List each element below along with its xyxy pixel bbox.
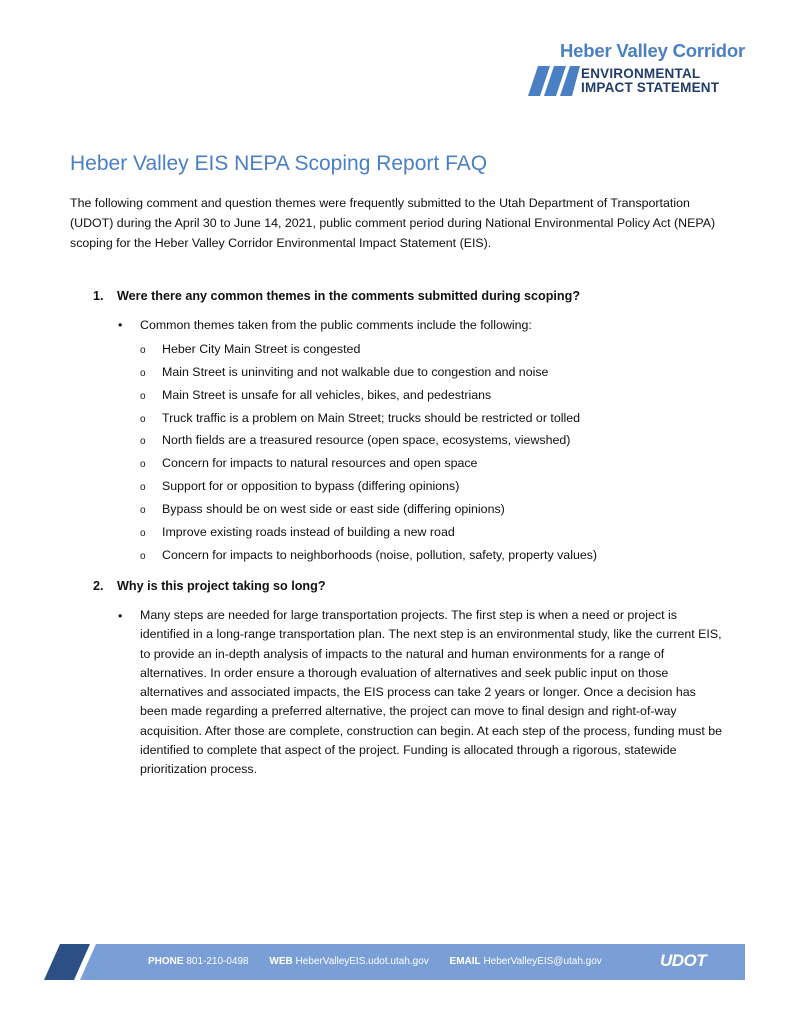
circle-bullet-icon: o	[140, 390, 146, 402]
footer-phone-label: PHONE	[148, 956, 184, 967]
circle-bullet-icon: o	[140, 482, 146, 494]
bullet-icon: •	[118, 318, 123, 332]
list-item: o North fields are a treasured resource (open space, ecosystems, viewshed)	[140, 433, 571, 448]
footer-bar	[0, 944, 791, 980]
question-2-answer: Many steps are needed for large transportation projects. The first step is when a need or project is identified in a long-range transportation plan. The next step is an environmental study, like the current EIS, to provide an in-depth analysis of impacts to the natural and human environments for a range of alternatives. In order ensure a thorough evaluation of alternatives and seek public input on those alternatives and associated impacts, the EIS process can take 2 years or longer. Once a decision has been made regarding a preferred alternative, the project can move to final design and right-of-way acquisition. After those are complete, construction can begin. At each step of the process, funding must be identified to complete that aspect of the project. Funding is allocated through a rigorous, statewide prioritization process.	[140, 608, 723, 777]
logo-line-environmental: ENVIRONMENTAL	[581, 66, 701, 81]
circle-bullet-icon: o	[140, 436, 146, 448]
circle-bullet-icon: o	[140, 367, 146, 379]
circle-bullet-icon: o	[140, 550, 146, 562]
list-item: o Concern for impacts to neighborhoods (noise, pollution, safety, property values)	[140, 547, 598, 562]
list-item: o Support for or opposition to bypass (differing opinions)	[140, 479, 460, 494]
circle-bullet-icon: o	[140, 504, 146, 516]
question-1	[93, 289, 580, 303]
circle-bullet-icon: o	[140, 527, 146, 539]
list-item: o Heber City Main Street is congested	[140, 342, 361, 356]
intro-paragraph: The following comment and question themes were frequently submitted to the Utah Department of Transportation (UDOT) during the April 30 to June 14, 2021, public comment period during National Environmental Policy Act (NEPA) scoping for the Heber Valley Corridor Environmental Impact Statement (EIS).	[70, 196, 716, 251]
question-1-text: Were there any common themes in the comments submitted during scoping?	[117, 289, 581, 303]
heber-valley-logo	[525, 40, 745, 100]
question-2-text: Why is this project taking so long?	[117, 579, 326, 593]
footer-email-label: EMAIL	[449, 956, 481, 967]
bullet-icon: •	[118, 609, 123, 623]
question-1-number: 1.	[93, 289, 104, 303]
circle-bullet-icon: o	[140, 459, 146, 471]
list-item: o Concern for impacts to natural resources and open space	[140, 456, 478, 471]
list-item: o Main Street is uninviting and not walkable due to congestion and noise	[140, 364, 549, 379]
footer-phone: 801-210-0498	[186, 956, 249, 967]
list-item: o Truck traffic is a problem on Main Street; trucks should be restricted or tolled	[140, 410, 581, 425]
footer-contact	[148, 956, 602, 967]
list-item: o Main Street is unsafe for all vehicles, bikes, and pedestrians	[140, 387, 492, 402]
footer-web-label: WEB	[269, 956, 293, 967]
circle-bullet-icon: o	[140, 413, 146, 425]
question-1-answer: Common themes taken from the public comments include the following:	[140, 318, 532, 332]
logo-line-impact-statement: IMPACT STATEMENT	[581, 80, 720, 95]
question-2-number: 2.	[93, 579, 104, 593]
logo-title: Heber Valley Corridor	[560, 40, 745, 61]
udot-logo: UDOT	[660, 951, 707, 970]
list-item: o Improve existing roads instead of building a new road	[140, 524, 455, 539]
footer-web: HeberValleyEIS.udot.utah.gov	[295, 956, 429, 967]
common-themes-list	[140, 342, 597, 570]
page-title: Heber Valley EIS NEPA Scoping Report FAQ	[70, 152, 488, 175]
logo-stripes-icon	[528, 66, 580, 96]
question-2	[93, 579, 326, 593]
list-item: o Bypass should be on west side or east side (differing opinions)	[140, 501, 505, 516]
footer-email: HeberValleyEIS@utah.gov	[483, 956, 602, 967]
circle-bullet-icon: o	[140, 345, 146, 356]
